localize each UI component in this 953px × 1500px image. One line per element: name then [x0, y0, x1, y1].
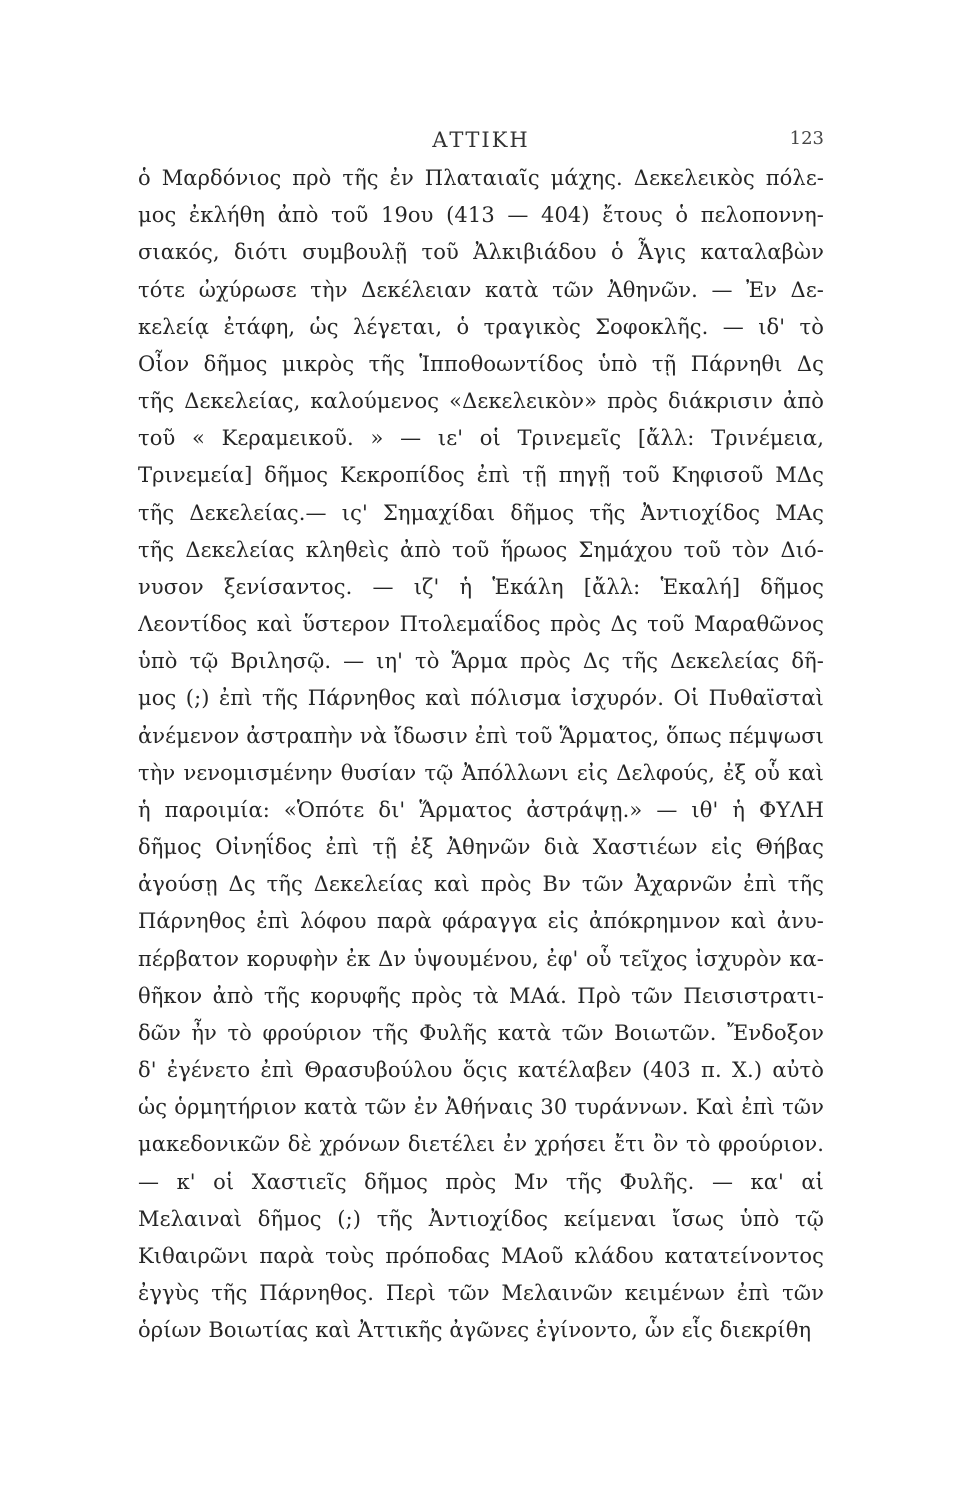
text-line: τὴν νενομισμένην θυσίαν τῷ Ἀπόλλωνι εἰς Δελφούς, ἐξ οὗ καὶ	[138, 760, 824, 785]
text-line: δῶν ἦν τὸ φρούριον τῆς Φυλῆς κατὰ τῶν Βοιωτῶν. Ἔνδοξον	[138, 1020, 824, 1045]
text-line: ὁρίων Βοιωτίας καὶ Ἀττικῆς ἀγῶνες ἐγίνοντο, ὧν εἷς διεκρίθη	[138, 1318, 812, 1343]
text-line: δῆμος Οἰνηΐδος ἐπὶ τῇ ἐξ Ἀθηνῶν διὰ Χαστιέων εἰς Θήβας	[138, 835, 824, 860]
text-line: ἀγούσῃ Δς τῆς Δεκελείας καὶ πρὸς Βν τῶν Ἀχαρνῶν ἐπὶ τῆς	[138, 872, 824, 897]
text-line: — κ' οἱ Χαστιεῖς δῆμος πρὸς Μν τῆς Φυλῆς. — κα' αἱ	[138, 1169, 824, 1194]
body-text	[138, 160, 824, 1350]
text-line: μος ἐκλήθη ἀπὸ τοῦ 19ου (413 — 404) ἔτους ὁ πελοποννη-	[138, 203, 824, 228]
text-line: Λεοντίδος καὶ ὕστερον Πτολεμαΐδος πρὸς Δς τοῦ Μαραθῶνος	[138, 612, 824, 637]
page-number: 123	[789, 128, 824, 149]
text-line: Μελαιναὶ δῆμος (;) τῆς Ἀντιοχίδος κείμεναι ἴσως ὑπὸ τῷ	[138, 1206, 824, 1231]
text-line: ὡς ὁρμητήριον κατὰ τῶν ἐν Ἀθήναις 30 τυράννων. Καὶ ἐπὶ τῶν	[138, 1095, 824, 1120]
text-line: ἡ παροιμία: «Ὁπότε δι' Ἅρματος ἀστράψῃ.» — ιθ' ἡ ΦΥΛΗ	[138, 797, 824, 822]
text-line: σιακός, διότι συμβουλῇ τοῦ Ἀλκιβιάδου ὁ Ἆγις καταλαβὼν	[138, 240, 824, 265]
text-line: νυσον ξενίσαντος. — ιζ' ἡ Ἑκάλη [ἄλλ: Ἑκαλή] δῆμος	[138, 574, 824, 599]
text-line: Κιθαιρῶνι παρὰ τοὺς πρόποδας ΜΑοῦ κλάδου κατατείνοντος	[138, 1243, 824, 1268]
text-line: ἐγγὺς τῆς Πάρνηθος. Περὶ τῶν Μελαινῶν κειμένων ἐπὶ τῶν	[138, 1281, 824, 1306]
text-line: κελείᾳ ἐτάφη, ὡς λέγεται, ὁ τραγικὸς Σοφοκλῆς. — ιδ' τὸ	[138, 314, 824, 339]
text-line: δ' ἐγένετο ἐπὶ Θρασυβούλου ὅςις κατέλαβεν (403 π. Χ.) αὐτὸ	[138, 1058, 824, 1083]
text-line: Πάρνηθος ἐπὶ λόφου παρὰ φάραγγα εἰς ἀπόκρημνον καὶ ἀνυ-	[138, 909, 824, 934]
text-line: ἀνέμενον ἀστραπὴν νὰ ἴδωσιν ἐπὶ τοῦ Ἅρματος, ὅπως πέμψωσι	[138, 723, 824, 748]
text-line: τοῦ « Κεραμεικοῦ. » — ιε' οἱ Τρινεμεῖς [ἄλλ: Τρινέμεια,	[138, 426, 824, 451]
running-title: ΑΤΤΙΚΗ	[432, 128, 530, 152]
text-line: Οἶον δῆμος μικρὸς τῆς Ἱπποθοωντίδος ὑπὸ τῇ Πάρνηθι Δς	[138, 351, 824, 376]
text-line: θῆκον ἀπὸ τῆς κορυφῆς πρὸς τὰ ΜΑά. Πρὸ τῶν Πεισιστρατι-	[138, 983, 824, 1008]
text-line: τῆς Δεκελείας κληθεὶς ἀπὸ τοῦ ἥρωος Σημάχου τοῦ τὸν Διό-	[138, 537, 824, 562]
text-line: τότε ὠχύρωσε τὴν Δεκέλειαν κατὰ τῶν Ἀθηνῶν. — Ἐν Δε-	[138, 277, 824, 302]
text-line: πέρβατον κορυφὴν ἐκ Δν ὑψουμένου, ἐφ' οὗ τεῖχος ἰσχυρὸν κα-	[138, 946, 824, 971]
text-line: ὁ Μαρδόνιος πρὸ τῆς ἐν Πλαταιαῖς μάχης. Δεκελεικὸς πόλε-	[138, 166, 824, 190]
text-line: τῆς Δεκελείας, καλούμενος «Δεκελεικὸν» πρὸς διάκρισιν ἀπὸ	[138, 389, 824, 414]
text-line: μος (;) ἐπὶ τῆς Πάρνηθος καὶ πόλισμα ἰσχυρόν. Οἱ Πυθαϊσταὶ	[138, 686, 824, 711]
text-line: τῆς Δεκελείας.— ις' Σημαχίδαι δῆμος τῆς Ἀντιοχίδος ΜΑς	[138, 500, 824, 525]
text-line: Τρινεμεία] δῆμος Κεκροπίδος ἐπὶ τῇ πηγῇ τοῦ Κηφισοῦ ΜΔς	[138, 463, 824, 488]
text-line: ὑπὸ τῷ Βριλησῷ. — ιη' τὸ Ἅρμα πρὸς Δς τῆς Δεκελείας δῆ-	[138, 649, 824, 674]
page-header	[138, 128, 824, 158]
text-line: μακεδονικῶν δὲ χρόνων διετέλει ἐν χρήσει ἔτι ὂν τὸ φρούριον.	[138, 1132, 824, 1157]
